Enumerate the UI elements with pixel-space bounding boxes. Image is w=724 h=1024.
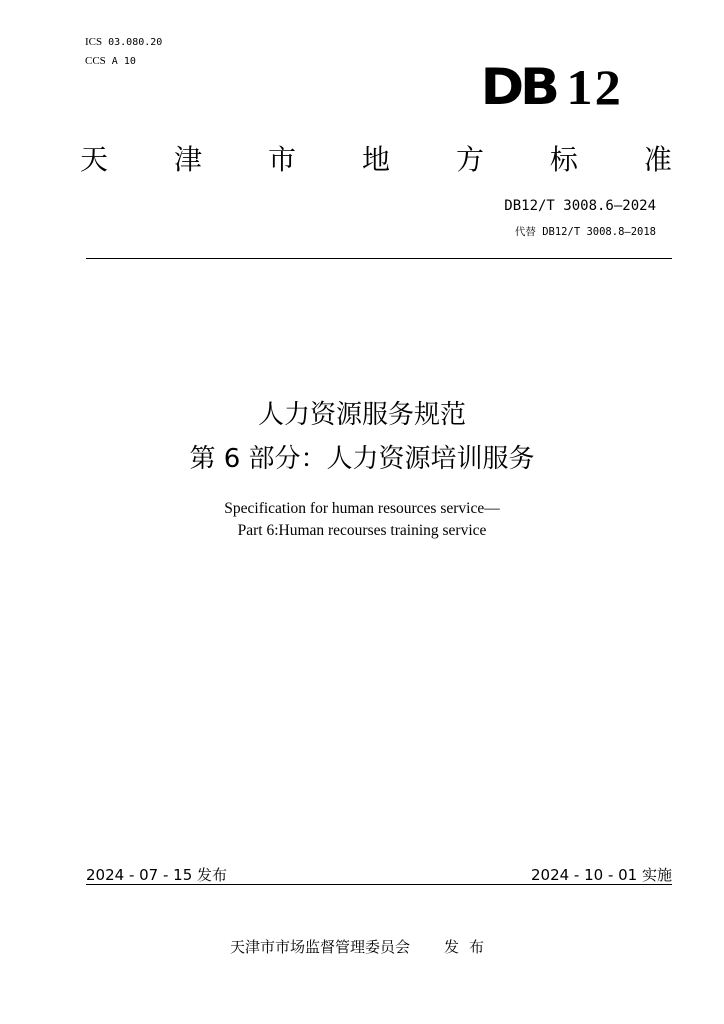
- ics-code: [85, 36, 162, 48]
- ccs-label: CCS: [85, 55, 106, 67]
- standard-number: DB12/T 3008.6—2024: [504, 198, 656, 214]
- ccs-code: [85, 55, 136, 67]
- issuer: [0, 936, 724, 957]
- title-char: 方: [455, 143, 484, 176]
- ics-label: ICS: [85, 36, 103, 48]
- replaces-standard: 代替 DB12/T 3008.8—2018: [514, 226, 656, 238]
- ics-value: 03.080.20: [108, 37, 163, 48]
- logo-number: 12: [566, 59, 624, 115]
- document-title-en-line1: Specification for human resources service—: [224, 500, 500, 517]
- title-char: 市: [267, 143, 296, 176]
- document-title-en-line2: Part 6:Human recourses training service: [237, 522, 487, 539]
- ccs-value: A 10: [111, 56, 136, 67]
- title-char: 标: [549, 143, 578, 176]
- document-title-cn-line1: 人力资源服务规范: [257, 400, 466, 430]
- logo-db-text: DB: [480, 58, 557, 116]
- issue-date: 2024 - 07 - 15 发布: [86, 866, 228, 884]
- document-title-cn-line2: 第 6 部分：人力资源培训服务: [189, 444, 535, 474]
- header-divider: [86, 258, 672, 259]
- issuer-name: 天津市市场监督管理委员会: [229, 938, 410, 956]
- title-char: 地: [361, 143, 390, 176]
- title-char: 津: [173, 143, 202, 176]
- title-char: 天: [80, 143, 109, 176]
- standard-type-title: [80, 138, 672, 178]
- effective-date: 2024 - 10 - 01 实施: [530, 866, 672, 884]
- title-char: 准: [643, 143, 672, 176]
- db-logo: [480, 58, 624, 116]
- footer-divider: [86, 884, 672, 885]
- publish-label: 发布: [444, 938, 495, 956]
